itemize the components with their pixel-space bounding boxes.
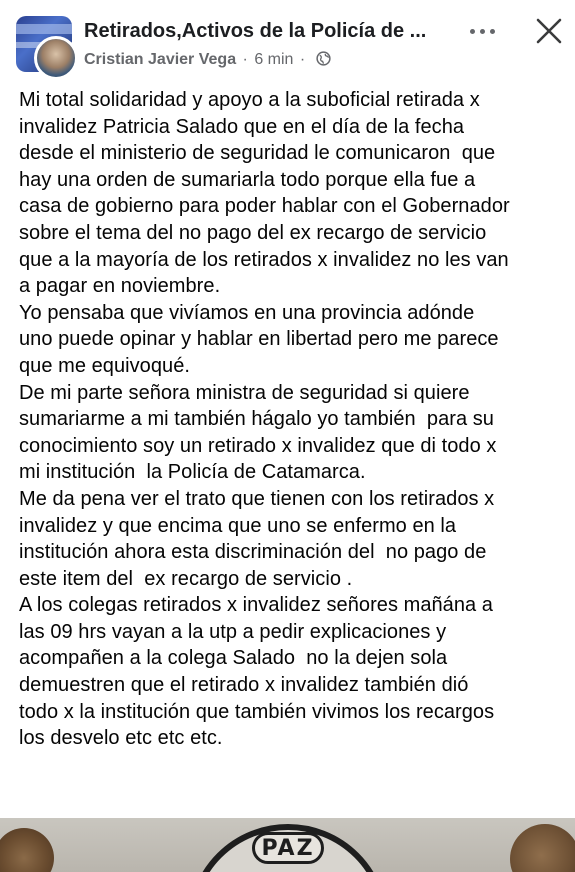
meta-separator: · bbox=[299, 51, 306, 68]
group-thumbnail-stripe bbox=[16, 24, 72, 34]
author-name[interactable]: Cristian Javier Vega bbox=[84, 51, 237, 68]
photo-emblem-word: PAZ bbox=[252, 832, 324, 864]
photo-rope-left bbox=[0, 828, 54, 872]
group-title[interactable]: Retirados,Activos de la Policía de ... bbox=[84, 20, 427, 42]
meta-separator: · bbox=[242, 51, 248, 68]
more-options-icon bbox=[470, 29, 475, 34]
more-options-icon bbox=[490, 29, 495, 34]
avatar-group[interactable] bbox=[16, 16, 76, 76]
post-meta bbox=[84, 51, 331, 69]
globe-icon bbox=[316, 51, 331, 66]
post-time[interactable]: 6 min bbox=[254, 51, 294, 68]
post-text: Mi total solidaridad y apoyo a la suboficial retirada x invalidez Patricia Salado que en el día de la fecha desde el ministerio de seguridad le comunicaron que hay una orden de sumariarla todo porque ella fue a casa de gobierno para poder hablar con el Gobernador sobre el tema del no pago del ex recargo de servicio que a la mayoría de los retirados x invalidez no les van a pagar en noviembre. Yo pensaba que vivíamos en una provincia adónde uno puede opinar y hablar en libertad pero me parece que me equivoqué. De mi parte señora ministra de seguridad si quiere sumariarme a mi también hágalo yo también para su conocimiento soy un retirado x invalidez que di todo x mi institución la Policía de Catamarca. Me da pena ver el trato que tienen con los retirados x invalidez y que encima que uno se enfermo en la institución ahora esta discriminación del no pago de este item del ex recargo de servicio . A los colegas retirados x invalidez señores mañána a las 09 hrs vayan a la utp a pedir explicaciones y acompañen a la colega Salado no la dejen sola demuestren que el retirado x invalidez también dió todo x la institución que también vivimos los recargos los desvelo etc etc etc. bbox=[19, 89, 510, 750]
more-options-icon bbox=[480, 29, 485, 34]
close-button[interactable] bbox=[530, 12, 568, 50]
close-icon bbox=[536, 18, 562, 44]
photo-rope-right bbox=[510, 824, 575, 872]
post-header bbox=[0, 0, 575, 84]
post-photo[interactable] bbox=[0, 818, 575, 872]
more-options-button[interactable] bbox=[462, 14, 502, 48]
author-avatar[interactable] bbox=[34, 36, 78, 80]
